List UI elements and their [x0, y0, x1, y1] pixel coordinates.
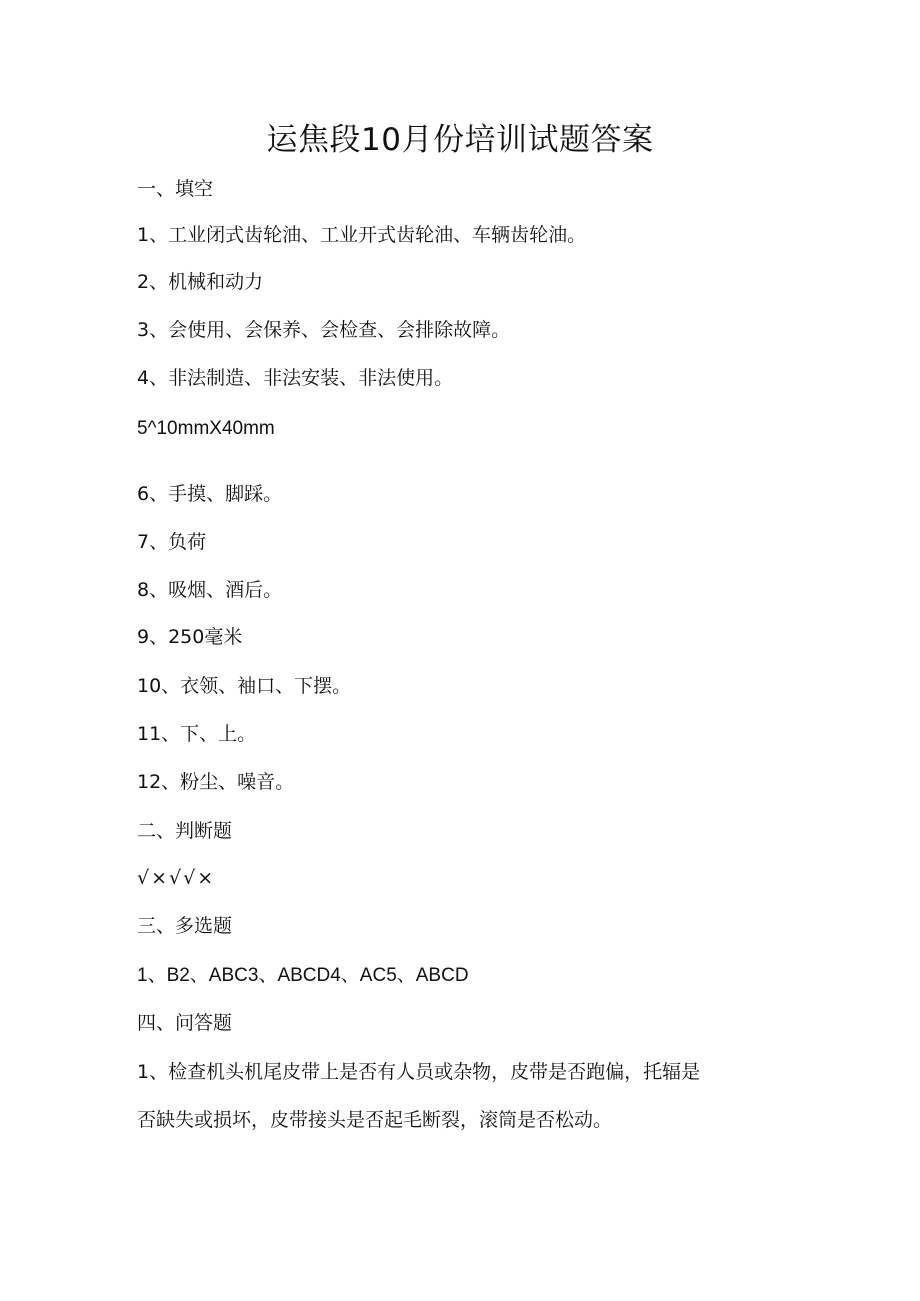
answer-line-10: 10、衣领、袖口、下摆。	[137, 675, 352, 697]
answer-line-2: 2、机械和动力	[137, 271, 264, 293]
answer-line-3: 3、会使用、会保养、会检查、会排除故障。	[137, 319, 511, 341]
answer-line-1: 1、工业闭式齿轮油、工业开式齿轮油、车辆齿轮油。	[137, 224, 587, 246]
answer-line-12: 12、粉尘、噪音。	[137, 771, 295, 793]
question-answer-line-1: 1、检查机头机尾皮带上是否有人员或杂物，皮带是否跑偏，托辐是	[137, 1061, 701, 1083]
answer-line-7: 7、负荷	[137, 531, 207, 553]
answer-line-5: 5^10mmX40mm	[137, 418, 275, 439]
answer-line-11: 11、下、上。	[137, 723, 257, 745]
answer-line-4: 4、非法制造、非法安装、非法使用。	[137, 367, 454, 389]
multiple-choice-answers: 1、B2、ABC3、ABCD4、AC5、ABCD	[137, 965, 469, 986]
document-title: 运焦段10月份培训试题答案	[266, 122, 654, 158]
answer-line-6: 6、手摸、脚踩。	[137, 483, 283, 505]
section-heading-fill-blank: 一、填空	[137, 178, 214, 200]
true-false-answers: √×√√×	[137, 867, 216, 889]
section-heading-multiple-choice: 三、多选题	[137, 915, 233, 937]
answer-line-8: 8、吸烟、酒后。	[137, 579, 283, 601]
question-answer-line-2: 否缺失或损坏，皮带接头是否起毛断裂，滚筒是否松动。	[137, 1109, 613, 1131]
section-heading-questions: 四、问答题	[137, 1012, 233, 1034]
section-heading-true-false: 二、判断题	[137, 820, 233, 842]
answer-line-9: 9、250毫米	[137, 626, 243, 648]
